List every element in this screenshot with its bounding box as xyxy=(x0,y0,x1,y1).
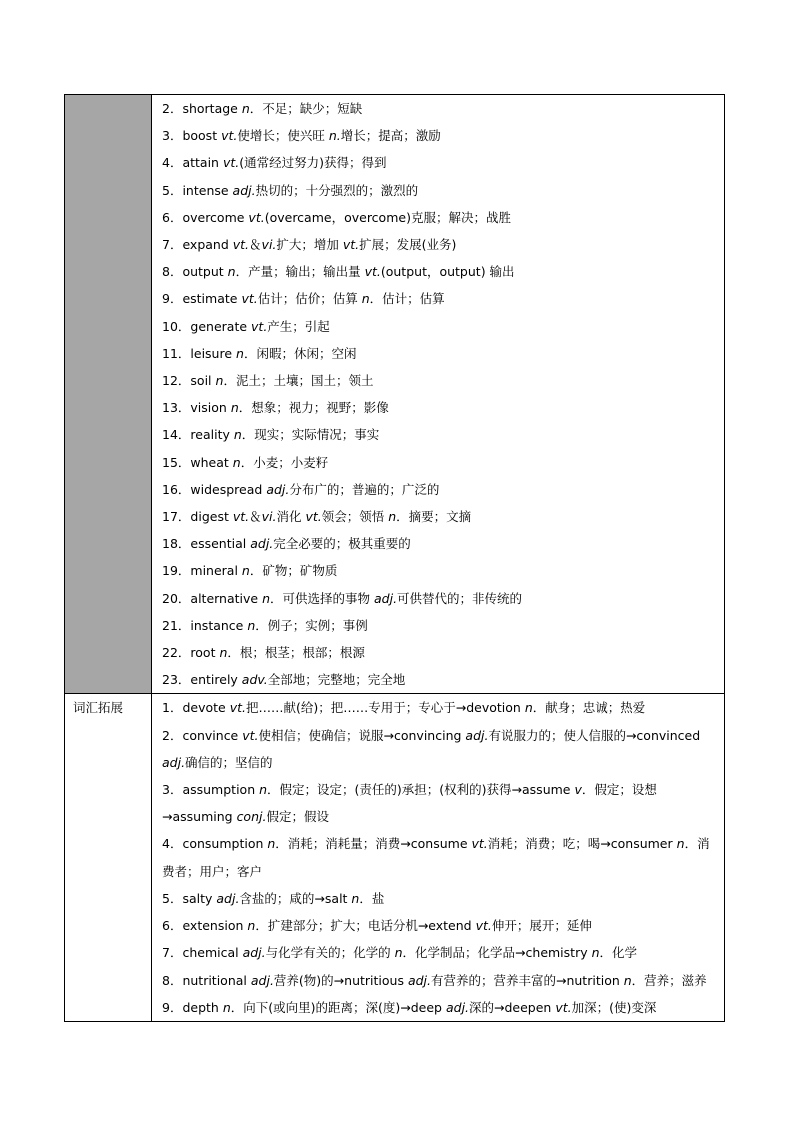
part-of-speech: n xyxy=(394,945,403,961)
entry-text: 消化 xyxy=(276,509,306,525)
entry-text: 扩展；发展(业务) xyxy=(359,237,457,253)
entry-text: ．矿物；矿物质 xyxy=(249,563,338,579)
entry-text: 13．vision xyxy=(162,400,231,416)
part-of-speech: n xyxy=(230,400,239,416)
entry-text: 伸开；展开；延伸 xyxy=(491,918,592,934)
entry-text: 加深；(使)变深 xyxy=(571,999,657,1015)
entry-text: 8．nutritional xyxy=(162,972,251,988)
entry-text: 16．widespread xyxy=(162,481,267,497)
part-of-speech: vt. xyxy=(221,128,238,144)
entry-text: 7．chemical xyxy=(162,945,243,961)
entry-text: ．献身；忠诚；热爱 xyxy=(532,700,646,716)
section-label xyxy=(65,95,151,100)
entry-line xyxy=(162,939,719,966)
entry-line xyxy=(162,122,719,149)
part-of-speech: n. xyxy=(328,128,341,144)
entry-text: 扩大；增加 xyxy=(276,237,343,253)
part-of-speech: vt. xyxy=(241,291,258,307)
entry-text: 增长；提高；激励 xyxy=(340,128,441,144)
entry-text: 全部地；完整地；完全地 xyxy=(267,672,406,688)
entry-line xyxy=(162,313,719,340)
entry-text: 营养(物)的→nutritious xyxy=(273,972,408,988)
entry-text: 把……献(给)；把……专用于；专心于→devotion xyxy=(245,700,525,716)
entry-text: 14．reality xyxy=(162,427,234,443)
entry-line xyxy=(162,994,719,1021)
entry-text: 23．entirely xyxy=(162,672,242,688)
entry-text: 深的→deepen xyxy=(469,999,556,1015)
part-of-speech: n xyxy=(219,645,228,661)
entry-line xyxy=(162,285,719,312)
part-of-speech: n xyxy=(524,700,533,716)
part-of-speech: n xyxy=(259,782,268,798)
part-of-speech: vt. xyxy=(342,237,360,253)
part-of-speech: n xyxy=(591,945,600,961)
part-of-speech: adj. xyxy=(407,972,431,988)
entry-line xyxy=(162,885,719,912)
part-of-speech: n xyxy=(623,972,632,988)
entry-text: 22．root xyxy=(162,645,220,661)
entry-text: ．泥土；土壤；国土；领土 xyxy=(223,373,374,389)
entry-text: 2．convince xyxy=(162,727,243,743)
entry-list xyxy=(152,694,724,1020)
entry-text: 6．extension xyxy=(162,918,248,934)
entry-line xyxy=(162,421,719,448)
entry-text: ．化学制品；化学品→chemistry xyxy=(402,945,592,961)
entry-text: ．例子；实例；事例 xyxy=(255,617,368,633)
part-of-speech: adj. xyxy=(465,727,489,743)
entry-line xyxy=(162,694,719,721)
entry-line xyxy=(162,258,719,285)
entries-cell xyxy=(152,95,725,694)
entry-text: 4．consumption xyxy=(162,836,268,852)
entry-line xyxy=(162,177,719,204)
entry-text: 12．soil xyxy=(162,373,216,389)
entry-text: ．盐 xyxy=(359,890,385,906)
part-of-speech: adj. xyxy=(250,536,274,552)
part-of-speech: adj. xyxy=(162,754,186,770)
part-of-speech: n xyxy=(351,890,360,906)
part-of-speech: vt. xyxy=(555,999,572,1015)
part-of-speech: vt. xyxy=(248,209,265,225)
entry-text: 5．salty xyxy=(162,890,217,906)
part-of-speech: n xyxy=(267,836,276,852)
entry-text: 假定；假设 xyxy=(266,809,329,825)
entry-text: 含盐的；咸的→salt xyxy=(239,890,352,906)
part-of-speech: n xyxy=(247,918,256,934)
entries-cell xyxy=(152,694,725,1021)
part-of-speech: vt. xyxy=(251,318,268,334)
entry-text: 15．wheat xyxy=(162,454,233,470)
entry-line xyxy=(162,830,719,884)
part-of-speech: n xyxy=(241,101,250,116)
entry-line xyxy=(162,340,719,367)
part-of-speech: adj. xyxy=(374,590,398,606)
part-of-speech: n xyxy=(241,563,250,579)
entry-text: ．不足；缺少；短缺 xyxy=(249,101,363,116)
part-of-speech: n xyxy=(215,373,224,389)
section-label: 词汇拓展 xyxy=(73,700,124,716)
entry-text: 消耗；消费；吃；喝→consumer xyxy=(487,836,677,852)
entry-text: 可供替代的；非传统的 xyxy=(397,590,523,606)
part-of-speech: vt. xyxy=(364,264,381,280)
entry-text: ．小麦；小麦籽 xyxy=(240,454,329,470)
entry-line xyxy=(162,612,719,639)
entry-text: 确信的；坚信的 xyxy=(185,754,273,770)
entry-text: 5．intense xyxy=(162,182,233,198)
entry-text: ＆ xyxy=(249,237,262,253)
section-label-cell xyxy=(65,95,152,694)
entry-line xyxy=(162,722,719,776)
entry-text: 20．alternative xyxy=(162,590,263,606)
entry-text: ．可供选择的事物 xyxy=(270,590,374,606)
entry-line xyxy=(162,666,719,693)
entry-text: ．现实；实际情况；事实 xyxy=(241,427,380,443)
part-of-speech: conj. xyxy=(236,809,267,825)
entry-text: 有说服力的；使人信服的→convinced xyxy=(488,727,701,743)
entry-line xyxy=(162,476,719,503)
entry-line xyxy=(162,95,719,122)
entry-line xyxy=(162,585,719,612)
part-of-speech: adj. xyxy=(445,999,470,1015)
entry-line xyxy=(162,776,719,830)
part-of-speech: vt. xyxy=(242,727,259,743)
entry-text: ．向下(或向里)的距离；深(度)→deep xyxy=(230,999,446,1015)
part-of-speech: adj. xyxy=(242,945,266,961)
part-of-speech: adj. xyxy=(250,972,274,988)
entry-text: ．产量；输出；输出量 xyxy=(235,264,365,280)
entry-line xyxy=(162,204,719,231)
entry-text: (overcame，overcome)克服；解决；战胜 xyxy=(264,209,511,225)
entry-text: 6．overcome xyxy=(162,209,249,225)
entry-line xyxy=(162,367,719,394)
entry-text: ．摘要；文摘 xyxy=(396,509,472,525)
entry-text: ．假定；设想→assuming xyxy=(162,782,657,825)
part-of-speech: n xyxy=(222,999,231,1015)
table-row xyxy=(65,95,725,694)
entry-text: ．假定；设定；(责任的)承担；(权利的)获得→assume xyxy=(267,782,575,798)
entry-text: 有营养的；营养丰富的→nutrition xyxy=(430,972,624,988)
entry-text: 7．expand xyxy=(162,237,233,253)
entry-text: 估计；估价；估算 xyxy=(257,291,362,307)
entry-text: 19．mineral xyxy=(162,563,242,579)
entry-text: (output，output) 输出 xyxy=(380,264,515,280)
entry-text: 分布广的；普遍的；广泛的 xyxy=(289,481,440,497)
part-of-speech: v xyxy=(574,782,582,798)
entry-line xyxy=(162,912,719,939)
entry-text: 8．output xyxy=(162,264,228,280)
part-of-speech: n xyxy=(233,427,242,443)
entry-text: ．化学 xyxy=(599,945,638,961)
entry-text: ．营养；滋养 xyxy=(631,972,707,988)
part-of-speech: n xyxy=(236,345,244,361)
entry-text: ．消费者；用户；客户 xyxy=(162,836,710,879)
part-of-speech: adj. xyxy=(266,481,290,497)
entry-text: ．估计；估算 xyxy=(369,291,445,307)
part-of-speech: n xyxy=(232,454,241,470)
entry-text: 9．estimate xyxy=(162,291,242,307)
entry-list xyxy=(152,95,724,693)
entry-text: ．消耗；消耗量；消费→consume xyxy=(275,836,472,852)
entry-line xyxy=(162,967,719,994)
part-of-speech: n xyxy=(262,590,271,606)
part-of-speech: vt. xyxy=(475,918,492,934)
part-of-speech: vt. xyxy=(232,509,250,525)
entry-text: 9．depth xyxy=(162,999,223,1015)
table-row xyxy=(65,694,725,1021)
part-of-speech: vt. xyxy=(305,509,322,525)
entry-text: 18．essential xyxy=(162,536,251,552)
part-of-speech: adv. xyxy=(241,672,268,688)
vocabulary-table xyxy=(64,94,725,1022)
entry-text: 3．assumption xyxy=(162,782,260,798)
entry-text: 与化学有关的；化学的 xyxy=(265,945,395,961)
entry-text: ．根；根茎；根部；根源 xyxy=(227,645,365,661)
part-of-speech: vi. xyxy=(261,509,277,525)
entry-text: 领会；领悟 xyxy=(321,509,389,525)
entry-text: 21．instance xyxy=(162,617,248,633)
part-of-speech: n xyxy=(361,291,370,307)
part-of-speech: adj. xyxy=(216,890,240,906)
entry-line xyxy=(162,449,719,476)
entry-text: 4．attain xyxy=(162,155,223,171)
entry-text: ＆ xyxy=(249,509,262,525)
entry-line xyxy=(162,557,719,584)
entry-text: ．想象；视力；视野；影像 xyxy=(238,400,389,416)
part-of-speech: n xyxy=(388,509,397,525)
entry-line xyxy=(162,231,719,258)
entry-line xyxy=(162,394,719,421)
part-of-speech: n xyxy=(227,264,236,280)
part-of-speech: vi. xyxy=(261,237,277,253)
entry-text: (通常经过努力)获得；得到 xyxy=(239,155,387,171)
entry-text: 1．devote xyxy=(162,700,230,716)
part-of-speech: n xyxy=(676,836,685,852)
entry-line xyxy=(162,639,719,666)
part-of-speech: adj. xyxy=(232,182,256,198)
entry-text: 10．generate xyxy=(162,318,252,334)
entry-line xyxy=(162,149,719,176)
entry-text: 使增长；使兴旺 xyxy=(237,128,329,144)
entry-text: 11．leisure xyxy=(162,345,237,361)
entry-text: 完全必要的；极其重要的 xyxy=(273,536,411,552)
section-label-cell xyxy=(65,694,152,1021)
entry-text: 3．boost xyxy=(162,128,222,144)
entry-text: ．闲暇；休闲；空闲 xyxy=(243,345,357,361)
entry-text: 使相信；使确信；说服→convincing xyxy=(258,727,466,743)
entry-text: ．扩建部分；扩大；电话分机→extend xyxy=(255,918,476,934)
part-of-speech: vt. xyxy=(222,155,240,171)
part-of-speech: vt. xyxy=(232,237,250,253)
part-of-speech: vt. xyxy=(229,700,246,716)
entry-line xyxy=(162,530,719,557)
part-of-speech: vt. xyxy=(471,836,488,852)
entry-text: 产生；引起 xyxy=(267,318,330,334)
entry-text: 2．shortage xyxy=(162,101,242,116)
entry-text: 17．digest xyxy=(162,509,233,525)
entry-line xyxy=(162,503,719,530)
entry-text: 热切的；十分强烈的；激烈的 xyxy=(255,182,419,198)
part-of-speech: n xyxy=(247,617,256,633)
